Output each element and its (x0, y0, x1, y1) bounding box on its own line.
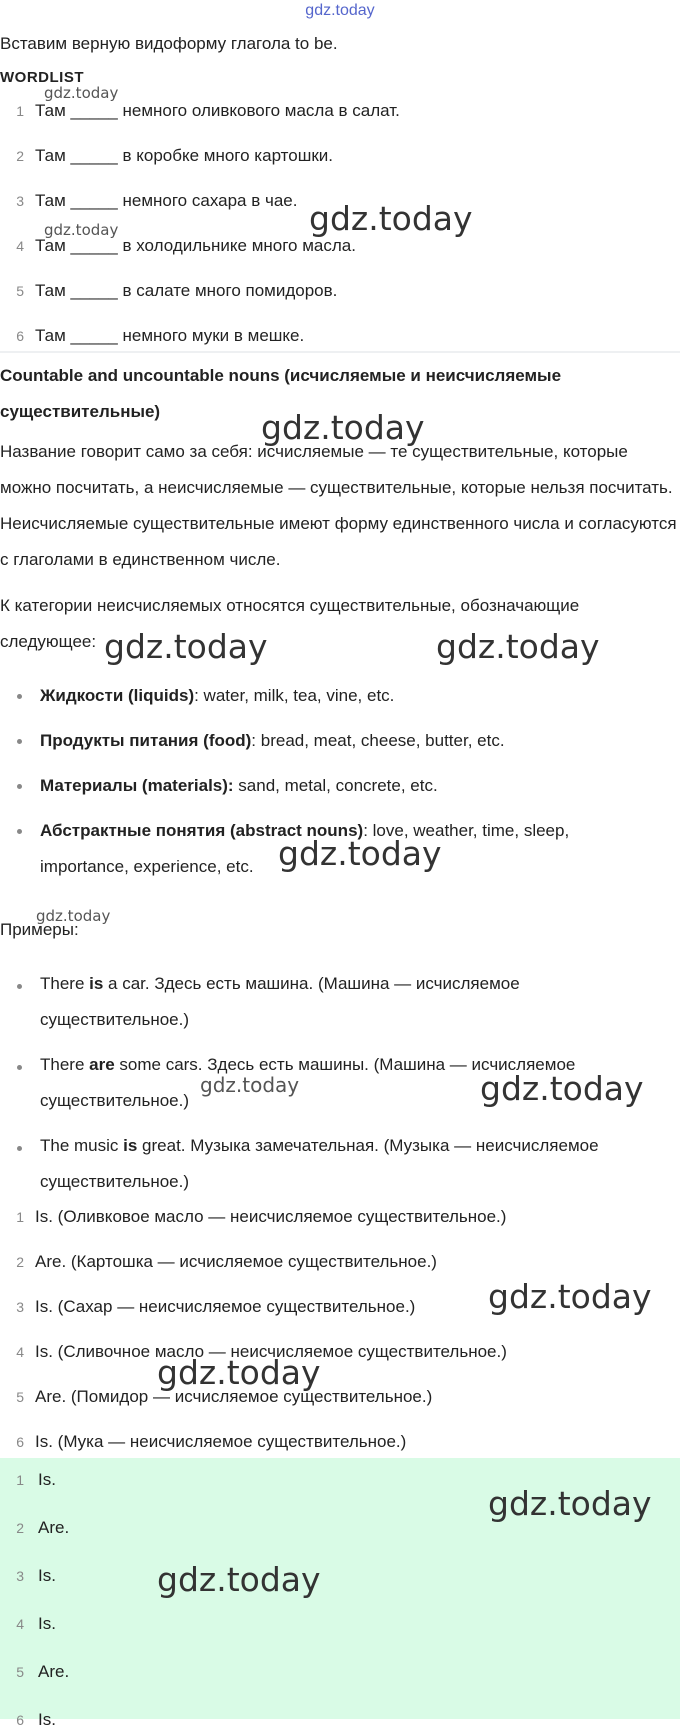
question-number: 1 (16, 103, 24, 119)
watermark: gdz.today (157, 1353, 321, 1392)
answer-text: Is. (38, 1710, 56, 1729)
answer-text: Are. (38, 1662, 70, 1681)
list-item (40, 1128, 660, 1200)
wordlist-label: WORDLIST (0, 69, 84, 86)
question-text: Там _____ в коробке много картошки. (35, 146, 333, 165)
answer-text: Is. (38, 1614, 56, 1633)
question-number: 3 (16, 193, 24, 209)
question-number: 6 (16, 328, 24, 344)
explanation-number: 3 (16, 1299, 24, 1315)
list-item (40, 678, 660, 714)
example-verb: is (123, 1136, 138, 1155)
bullet-icon (17, 984, 22, 989)
category-examples: : love, weather, time, sleep, importance, experience, etc. (40, 821, 570, 876)
answer-number: 5 (16, 1664, 24, 1680)
category-examples: : water, milk, tea, vine, etc. (194, 686, 395, 705)
question-text: Там _____ в холодильнике много масла. (35, 236, 356, 255)
category-term: Продукты питания (food) (40, 731, 252, 750)
question-text: Там _____ в салате много помидоров. (35, 281, 338, 300)
explanation-text: Is. (Сахар — неисчисляемое существительное.) (35, 1297, 416, 1316)
answer-text: Are. (38, 1518, 70, 1537)
answer-number: 1 (16, 1472, 24, 1488)
category-term: Жидкости (liquids) (40, 686, 195, 705)
category-term: Абстрактные понятия (abstract nouns) (40, 821, 364, 840)
answer-text: Is. (38, 1470, 56, 1489)
explanation-text: Is. (Оливковое масло — неисчисляемое существительное.) (35, 1207, 507, 1226)
watermark: gdz.today (480, 1069, 644, 1108)
watermark: gdz.today (36, 907, 111, 925)
bullet-icon (17, 1146, 22, 1151)
theory-paragraph: Название говорит само за себя: исчисляемые — те существительные, которые можно посчитать, а неисчисляемые — существительные, которые нельзя посчитать. Неисчисляемые существительные имеют форму единственного числа и согласуются с глаголами в единственном числе. (0, 442, 677, 569)
example-verb: is (89, 974, 104, 993)
answer-number: 3 (16, 1568, 24, 1584)
list-item (40, 813, 600, 885)
example-rest: a car. Здесь есть машина. (Машина — исчисляемое существительное.) (40, 974, 520, 1029)
explanation-number: 5 (16, 1389, 24, 1405)
explanation-number: 1 (16, 1209, 24, 1225)
list-item (40, 966, 600, 1038)
category-term: Материалы (materials): (40, 776, 234, 795)
bullet-icon (17, 739, 22, 744)
explanation-text: Are. (Помидор — исчисляемое существительное.) (35, 1387, 433, 1406)
explanation-text: Are. (Картошка — исчисляемое существительное.) (35, 1252, 437, 1271)
bullet-icon (17, 829, 22, 834)
watermark: gdz.today (157, 1560, 321, 1599)
explanation-text: Is. (Мука — неисчисляемое существительное.) (35, 1432, 407, 1451)
watermark: gdz.today (488, 1484, 652, 1523)
bullet-icon (17, 694, 22, 699)
answer-number: 4 (16, 1616, 24, 1632)
answer-number: 6 (16, 1712, 24, 1728)
question-number: 5 (16, 283, 24, 299)
watermark: gdz.today (44, 84, 119, 102)
example-subject: The music (40, 1136, 124, 1155)
example-rest: some cars. Здесь есть машины. (Машина — исчисляемое существительное.) (40, 1055, 576, 1110)
list-item (40, 1047, 630, 1119)
category-examples: : bread, meat, cheese, butter, etc. (251, 731, 505, 750)
watermark: gdz.today (44, 221, 119, 239)
answer-panel (0, 1458, 680, 1729)
bullet-icon (17, 1065, 22, 1070)
explanation-text: Is. (Сливочное масло — неисчисляемое существительное.) (35, 1342, 507, 1361)
question-text: Там _____ немного муки в мешке. (35, 326, 305, 345)
category-examples: sand, metal, concrete, etc. (233, 776, 438, 795)
watermark: gdz.today (104, 627, 268, 666)
theory-paragraph: К категории неисчисляемых относятся существительные, обозначающие следующее: (0, 596, 580, 651)
list-item (40, 723, 660, 759)
section-divider (0, 351, 680, 353)
list-item (40, 768, 660, 804)
answer-text: Is. (38, 1566, 56, 1585)
task-intro: Вставим верную видоформу глагола to be. (0, 34, 338, 53)
watermark: gdz.today (488, 1277, 652, 1316)
example-verb: are (89, 1055, 115, 1074)
question-text: Там _____ немного сахара в чае. (35, 191, 298, 210)
example-rest: great. Музыка замечательная. (Музыка — неисчисляемое существительное.) (40, 1136, 599, 1191)
explanation-number: 4 (16, 1344, 24, 1360)
watermark: gdz.today (309, 199, 473, 238)
question-text: Там _____ немного оливкового масла в салат. (35, 101, 400, 120)
question-number: 4 (16, 238, 24, 254)
explanation-number: 2 (16, 1254, 24, 1270)
explanation-number: 6 (16, 1434, 24, 1450)
examples-label: Примеры: (0, 920, 79, 939)
watermark: gdz.today (200, 1073, 300, 1097)
site-link[interactable]: gdz.today (305, 2, 375, 19)
watermark: gdz.today (278, 834, 442, 873)
theory-heading: Countable and uncountable nouns (исчисляемые и неисчисляемые существительные) (0, 366, 562, 421)
example-subject: There (40, 1055, 90, 1074)
watermark: gdz.today (261, 408, 425, 447)
bullet-icon (17, 784, 22, 789)
example-subject: There (40, 974, 90, 993)
question-number: 2 (16, 148, 24, 164)
watermark: gdz.today (436, 627, 600, 666)
answer-number: 2 (16, 1520, 24, 1536)
